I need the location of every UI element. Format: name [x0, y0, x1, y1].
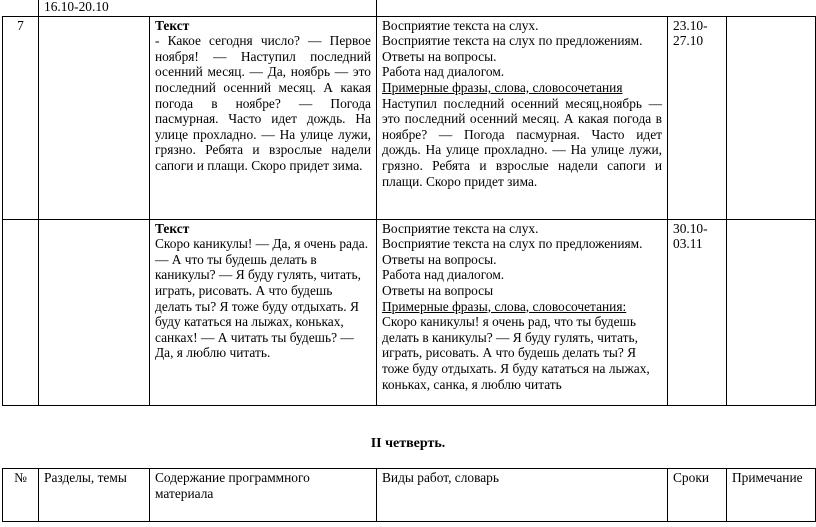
- works-cell: [377, 219, 668, 405]
- work-item: Восприятие текста на слух по предложениям.: [382, 236, 643, 252]
- notes-cell: [727, 16, 816, 219]
- header-notes: Примечание: [727, 469, 816, 522]
- table-header-row: [3, 469, 816, 522]
- dates-cell: 23.10-27.10: [668, 16, 727, 219]
- week-dates-cell: 16.10-20.10: [39, 0, 377, 16]
- vocab-text: Скоро каникулы! я очень рад, что ты будешь делать в каникулы? — Я буду гулять, читать, играть, рисовать. А что будешь делать ты? Я тоже буду отдыхать. Я буду кататься на лыжах, коньках, санка, я люблю читать: [382, 314, 650, 392]
- vocab-label: Примерные фразы, слова, словосочетания:: [382, 298, 627, 314]
- notes-cell: [727, 219, 816, 405]
- work-item: Работа над диалогом.: [382, 267, 505, 283]
- table-row: [3, 16, 816, 219]
- vocab-text: Наступил последний осенний месяц,ноябрь — это последний осенний месяц. А какая погода в ноябре? — Погода пасмурная. Часто идет дождь. На улице прохладно. — На улице лужи, грязно. Ребята и взрослые надели сапоги и плащи. Скоро придет зима.: [382, 95, 662, 189]
- header-num: №: [3, 469, 39, 522]
- work-item: Ответы на вопросы.: [382, 251, 497, 267]
- row-number: 7: [3, 16, 39, 219]
- content-cell: [150, 16, 377, 219]
- quarter-heading: II четверть.: [370, 436, 446, 451]
- work-item: Работа над диалогом.: [382, 64, 505, 80]
- lesson-plan-table: [2, 0, 816, 406]
- quarter-table-header: [2, 468, 816, 522]
- vocab-label: Примерные фразы, слова, словосочетания: [382, 79, 623, 95]
- work-item: Восприятие текста на слух.: [382, 17, 539, 33]
- content-text: - Какое сегодня число? — Первое ноября! — Наступил последний осенний месяц. — Да, ноябрь — это последний осенний месяц. А какая погода в ноябре? — Погода пасмурная. Часто идет дождь. На улице прохладно. — На улице лужи, грязно. Ребята и взрослые надели сапоги и плащи. Скоро придет зима.: [155, 33, 371, 173]
- work-item: Восприятие текста на слух.: [382, 220, 539, 236]
- header-sections: Разделы, темы: [39, 469, 150, 522]
- work-item: Ответы на вопросы: [382, 282, 494, 298]
- table-row: [3, 219, 816, 405]
- table-row: [3, 0, 816, 16]
- content-title: Текст: [155, 17, 190, 33]
- header-terms: Сроки: [668, 469, 727, 522]
- content-title: Текст: [155, 220, 190, 236]
- content-cell: [150, 219, 377, 405]
- header-works: Виды работ, словарь: [377, 469, 668, 522]
- content-text: Скоро каникулы! — Да, я очень рада. — А что ты будешь делать в каникулы? — Я буду гулять, читать, играть, рисовать. А что будешь делать ты? Я тоже буду отдыхать. Я буду кататься на лыжах, коньках, санках! — А читать ты будешь? — Да, я люблю читать.: [155, 236, 369, 361]
- work-item: Ответы на вопросы.: [382, 48, 497, 64]
- header-content: Содержание программного материала: [150, 469, 377, 522]
- works-cell: [377, 16, 668, 219]
- dates-cell: 30.10-03.11: [668, 219, 727, 405]
- work-item: Восприятие текста на слух по предложениям.: [382, 33, 643, 49]
